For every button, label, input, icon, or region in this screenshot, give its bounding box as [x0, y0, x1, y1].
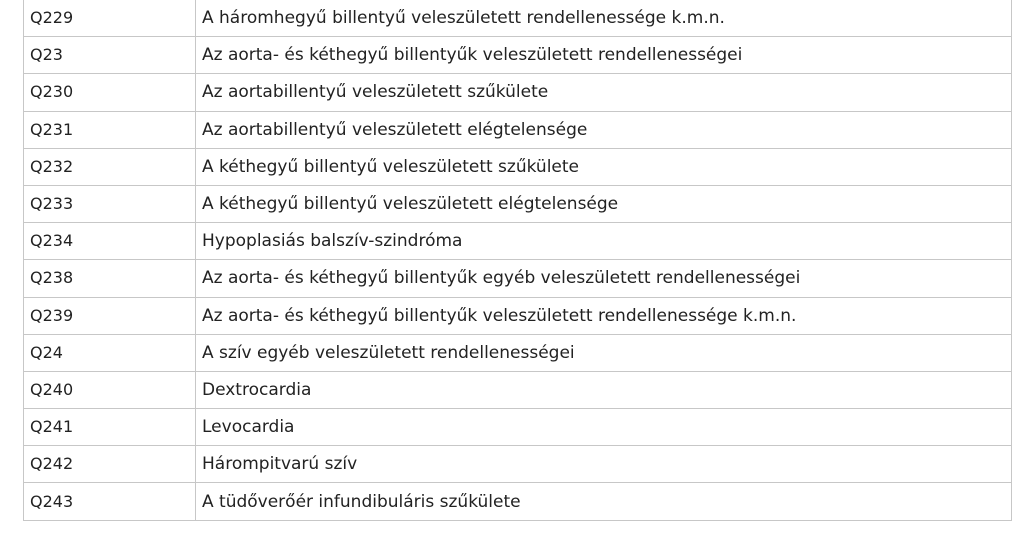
- code-cell: Q234: [24, 223, 196, 260]
- table-row: [24, 297, 1012, 334]
- code-cell: Q238: [24, 260, 196, 297]
- table-row: [24, 371, 1012, 408]
- table-row: [24, 483, 1012, 520]
- table-row: [24, 446, 1012, 483]
- description-cell: Az aortabillentyű veleszületett elégtelensége: [196, 111, 1012, 148]
- table-row: [24, 185, 1012, 222]
- description-cell: Hypoplasiás balszív-szindróma: [196, 223, 1012, 260]
- diagnosis-code-table: [23, 0, 1012, 521]
- description-cell: Az aorta- és kéthegyű billentyűk veleszületett rendellenessége k.m.n.: [196, 297, 1012, 334]
- description-cell: A háromhegyű billentyű veleszületett rendellenessége k.m.n.: [196, 0, 1012, 37]
- code-cell: Q239: [24, 297, 196, 334]
- description-cell: Levocardia: [196, 409, 1012, 446]
- table-row: [24, 111, 1012, 148]
- description-cell: Dextrocardia: [196, 371, 1012, 408]
- description-cell: Hárompitvarú szív: [196, 446, 1012, 483]
- table-row: [24, 260, 1012, 297]
- table-row: [24, 148, 1012, 185]
- table-row: [24, 334, 1012, 371]
- description-cell: Az aortabillentyű veleszületett szűkülete: [196, 74, 1012, 111]
- code-cell: Q233: [24, 185, 196, 222]
- code-cell: Q229: [24, 0, 196, 37]
- code-cell: Q24: [24, 334, 196, 371]
- code-cell: Q240: [24, 371, 196, 408]
- code-cell: Q230: [24, 74, 196, 111]
- description-cell: Az aorta- és kéthegyű billentyűk egyéb veleszületett rendellenességei: [196, 260, 1012, 297]
- table-row: [24, 223, 1012, 260]
- description-cell: A kéthegyű billentyű veleszületett szűkülete: [196, 148, 1012, 185]
- description-cell: A szív egyéb veleszületett rendellenességei: [196, 334, 1012, 371]
- code-cell: Q243: [24, 483, 196, 520]
- table-body: [24, 0, 1012, 520]
- code-cell: Q23: [24, 37, 196, 74]
- table-row: [24, 409, 1012, 446]
- code-cell: Q241: [24, 409, 196, 446]
- code-cell: Q242: [24, 446, 196, 483]
- description-cell: A tüdőverőér infundibuláris szűkülete: [196, 483, 1012, 520]
- table-row: [24, 0, 1012, 37]
- table-row: [24, 74, 1012, 111]
- code-cell: Q231: [24, 111, 196, 148]
- description-cell: A kéthegyű billentyű veleszületett elégtelensége: [196, 185, 1012, 222]
- description-cell: Az aorta- és kéthegyű billentyűk veleszületett rendellenességei: [196, 37, 1012, 74]
- table-row: [24, 37, 1012, 74]
- code-cell: Q232: [24, 148, 196, 185]
